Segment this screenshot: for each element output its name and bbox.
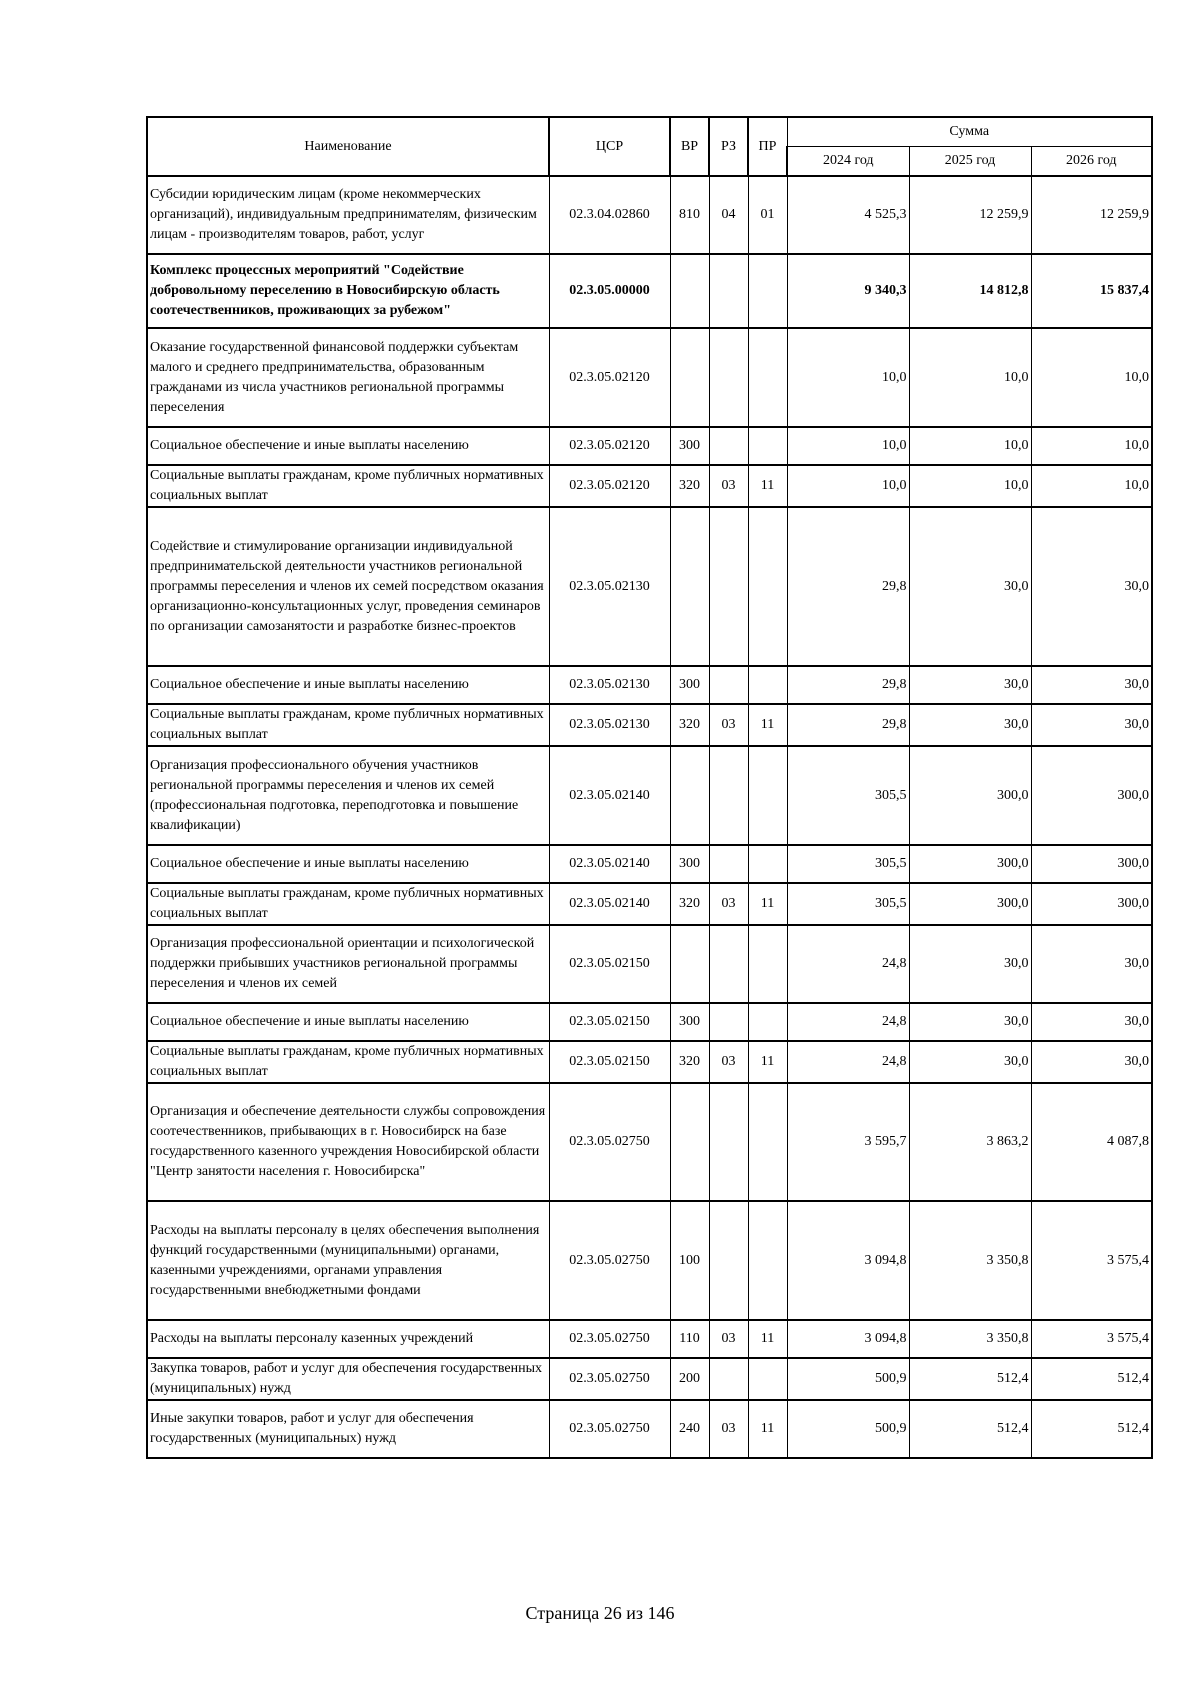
table-row [147,427,1152,465]
cell-csr: 02.3.05.02750 [549,1201,670,1320]
header-year-2025: 2025 год [909,147,1031,177]
cell-vr [670,925,709,1003]
cell-name: Закупка товаров, работ и услуг для обеспечения государственных (муниципальных) нужд [147,1358,549,1400]
cell-2024: 305,5 [787,883,909,925]
cell-pr: 11 [748,704,787,746]
cell-2026: 10,0 [1031,328,1152,427]
cell-2024: 3 094,8 [787,1320,909,1358]
table-row [147,925,1152,1003]
cell-2026: 30,0 [1031,925,1152,1003]
table-row [147,845,1152,883]
cell-vr: 240 [670,1400,709,1458]
cell-2024: 10,0 [787,427,909,465]
cell-name: Организация профессионального обучения участников региональной программы переселения и членов их семей (профессиональная подготовка, переподготовка и повышение квалификации) [147,746,549,845]
cell-pr [748,925,787,1003]
cell-csr: 02.3.05.02120 [549,427,670,465]
cell-vr [670,507,709,666]
cell-rz: 03 [709,1041,748,1083]
cell-csr: 02.3.05.02750 [549,1083,670,1201]
cell-vr: 300 [670,666,709,704]
cell-2026: 30,0 [1031,1041,1152,1083]
table-row [147,507,1152,666]
cell-2026: 300,0 [1031,845,1152,883]
cell-2024: 500,9 [787,1358,909,1400]
cell-2024: 305,5 [787,746,909,845]
cell-pr [748,845,787,883]
cell-csr: 02.3.05.02140 [549,845,670,883]
cell-2025: 10,0 [909,328,1031,427]
cell-pr [748,254,787,328]
cell-2025: 10,0 [909,465,1031,507]
cell-csr: 02.3.04.02860 [549,176,670,254]
header-sum: Сумма [787,117,1152,147]
cell-csr: 02.3.05.02140 [549,746,670,845]
cell-2026: 12 259,9 [1031,176,1152,254]
cell-vr [670,1083,709,1201]
header-name: Наименование [147,117,549,176]
table-row [147,1083,1152,1201]
table-row [147,1201,1152,1320]
cell-rz [709,427,748,465]
cell-2025: 30,0 [909,507,1031,666]
cell-2026: 3 575,4 [1031,1320,1152,1358]
cell-2025: 30,0 [909,1003,1031,1041]
cell-2024: 24,8 [787,925,909,1003]
cell-name: Организация профессиональной ориентации и психологической поддержки прибывших участников региональной программы переселения и членов их семей [147,925,549,1003]
table-row [147,1358,1152,1400]
cell-rz [709,507,748,666]
header-year-2024: 2024 год [787,147,909,177]
cell-vr: 320 [670,883,709,925]
cell-pr [748,1083,787,1201]
cell-2026: 30,0 [1031,666,1152,704]
page-number: Страница 26 из 146 [525,1603,675,1623]
cell-2025: 30,0 [909,704,1031,746]
table-row [147,704,1152,746]
header-csr: ЦСР [549,117,670,176]
cell-rz [709,1201,748,1320]
cell-name: Расходы на выплаты персоналу казенных учреждений [147,1320,549,1358]
cell-2026: 512,4 [1031,1400,1152,1458]
table-row [147,1041,1152,1083]
cell-pr: 11 [748,1400,787,1458]
cell-rz [709,1003,748,1041]
cell-vr: 200 [670,1358,709,1400]
cell-2024: 29,8 [787,507,909,666]
cell-2026: 3 575,4 [1031,1201,1152,1320]
table-row [147,1003,1152,1041]
cell-2024: 24,8 [787,1041,909,1083]
header-rz: РЗ [709,117,748,176]
cell-2026: 4 087,8 [1031,1083,1152,1201]
cell-name: Социальное обеспечение и иные выплаты населению [147,666,549,704]
cell-2026: 10,0 [1031,465,1152,507]
cell-2024: 24,8 [787,1003,909,1041]
cell-name: Оказание государственной финансовой поддержки субъектам малого и среднего предпринимательства, образованным гражданами из числа участников региональной программы переселения [147,328,549,427]
cell-name: Содействие и стимулирование организации индивидуальной предпринимательской деятельности участников региональной программы переселения и членов их семей посредством оказания организационно-консультационных услуг, проведения семинаров по организации самозанятости и разработке бизнес-проектов [147,507,549,666]
cell-2025: 30,0 [909,925,1031,1003]
cell-pr [748,507,787,666]
cell-rz: 03 [709,704,748,746]
cell-rz [709,254,748,328]
cell-name: Социальные выплаты гражданам, кроме публичных нормативных социальных выплат [147,1041,549,1083]
cell-rz: 03 [709,883,748,925]
cell-rz [709,666,748,704]
cell-pr [748,1201,787,1320]
cell-2025: 300,0 [909,845,1031,883]
cell-2026: 512,4 [1031,1358,1152,1400]
cell-vr [670,328,709,427]
cell-name: Расходы на выплаты персоналу в целях обеспечения выполнения функций государственными (муниципальными) органами, казенными учреждениями, органами управления государственными внебюджетными фондами [147,1201,549,1320]
cell-pr [748,746,787,845]
cell-2024: 29,8 [787,704,909,746]
cell-rz: 03 [709,465,748,507]
cell-csr: 02.3.05.02750 [549,1358,670,1400]
table-row [147,176,1152,254]
cell-rz [709,925,748,1003]
cell-vr [670,254,709,328]
cell-pr: 11 [748,883,787,925]
cell-2024: 10,0 [787,465,909,507]
cell-pr: 11 [748,465,787,507]
cell-csr: 02.3.05.02120 [549,328,670,427]
cell-2025: 3 863,2 [909,1083,1031,1201]
cell-vr: 100 [670,1201,709,1320]
cell-pr [748,666,787,704]
cell-csr: 02.3.05.02750 [549,1400,670,1458]
cell-name: Организация и обеспечение деятельности службы сопровождения соотечественников, прибывающих в г. Новосибирск на базе государственного казенного учреждения Новосибирской области "Центр занятости населения г. Новосибирска" [147,1083,549,1201]
cell-2024: 10,0 [787,328,909,427]
cell-csr: 02.3.05.02150 [549,1003,670,1041]
cell-2026: 300,0 [1031,746,1152,845]
cell-vr: 300 [670,1003,709,1041]
table-row [147,1320,1152,1358]
table-row [147,254,1152,328]
cell-pr [748,1358,787,1400]
budget-table [146,116,1153,1459]
cell-csr: 02.3.05.00000 [549,254,670,328]
cell-rz: 04 [709,176,748,254]
cell-2025: 3 350,8 [909,1320,1031,1358]
header-pr: ПР [748,117,787,176]
cell-rz [709,746,748,845]
cell-2025: 12 259,9 [909,176,1031,254]
table-row [147,666,1152,704]
cell-2025: 300,0 [909,883,1031,925]
cell-rz [709,1083,748,1201]
cell-pr: 11 [748,1041,787,1083]
table-header-row [147,117,1152,147]
table-row [147,746,1152,845]
cell-name: Субсидии юридическим лицам (кроме некоммерческих организаций), индивидуальным предпринимателям, физическим лицам - производителям товаров, работ, услуг [147,176,549,254]
cell-2026: 30,0 [1031,704,1152,746]
cell-2024: 9 340,3 [787,254,909,328]
cell-2024: 4 525,3 [787,176,909,254]
cell-2026: 10,0 [1031,427,1152,465]
cell-vr: 320 [670,1041,709,1083]
cell-vr: 300 [670,845,709,883]
cell-2024: 3 595,7 [787,1083,909,1201]
cell-vr: 810 [670,176,709,254]
cell-pr [748,1003,787,1041]
cell-vr: 110 [670,1320,709,1358]
cell-2026: 30,0 [1031,507,1152,666]
cell-2024: 3 094,8 [787,1201,909,1320]
cell-rz [709,845,748,883]
table-row [147,328,1152,427]
cell-vr: 320 [670,465,709,507]
cell-csr: 02.3.05.02750 [549,1320,670,1358]
cell-name: Социальные выплаты гражданам, кроме публичных нормативных социальных выплат [147,883,549,925]
table-row [147,465,1152,507]
cell-vr [670,746,709,845]
cell-2025: 300,0 [909,746,1031,845]
cell-rz [709,328,748,427]
cell-name: Социальные выплаты гражданам, кроме публичных нормативных социальных выплат [147,465,549,507]
cell-2024: 305,5 [787,845,909,883]
cell-2024: 29,8 [787,666,909,704]
cell-csr: 02.3.05.02130 [549,507,670,666]
cell-vr: 300 [670,427,709,465]
cell-name: Комплекс процессных мероприятий "Содействие добровольному переселению в Новосибирскую область соотечественников, проживающих за рубежом" [147,254,549,328]
cell-2025: 512,4 [909,1400,1031,1458]
cell-2026: 15 837,4 [1031,254,1152,328]
cell-csr: 02.3.05.02150 [549,1041,670,1083]
cell-vr: 320 [670,704,709,746]
cell-2025: 512,4 [909,1358,1031,1400]
header-vr: ВР [670,117,709,176]
header-year-2026: 2026 год [1031,147,1152,177]
cell-csr: 02.3.05.02120 [549,465,670,507]
table-row [147,1400,1152,1458]
cell-2025: 10,0 [909,427,1031,465]
table-row [147,883,1152,925]
cell-2026: 300,0 [1031,883,1152,925]
cell-pr [748,328,787,427]
cell-csr: 02.3.05.02130 [549,666,670,704]
cell-name: Социальные выплаты гражданам, кроме публичных нормативных социальных выплат [147,704,549,746]
cell-csr: 02.3.05.02130 [549,704,670,746]
cell-rz [709,1358,748,1400]
cell-pr: 01 [748,176,787,254]
cell-pr: 11 [748,1320,787,1358]
cell-pr [748,427,787,465]
cell-2025: 14 812,8 [909,254,1031,328]
table-body [147,176,1152,1458]
cell-name: Социальное обеспечение и иные выплаты населению [147,1003,549,1041]
cell-2024: 500,9 [787,1400,909,1458]
cell-name: Социальное обеспечение и иные выплаты населению [147,845,549,883]
cell-rz: 03 [709,1400,748,1458]
cell-2026: 30,0 [1031,1003,1152,1041]
cell-2025: 30,0 [909,1041,1031,1083]
cell-csr: 02.3.05.02150 [549,925,670,1003]
cell-name: Иные закупки товаров, работ и услуг для обеспечения государственных (муниципальных) нужд [147,1400,549,1458]
cell-2025: 30,0 [909,666,1031,704]
cell-rz: 03 [709,1320,748,1358]
cell-name: Социальное обеспечение и иные выплаты населению [147,427,549,465]
cell-csr: 02.3.05.02140 [549,883,670,925]
cell-2025: 3 350,8 [909,1201,1031,1320]
